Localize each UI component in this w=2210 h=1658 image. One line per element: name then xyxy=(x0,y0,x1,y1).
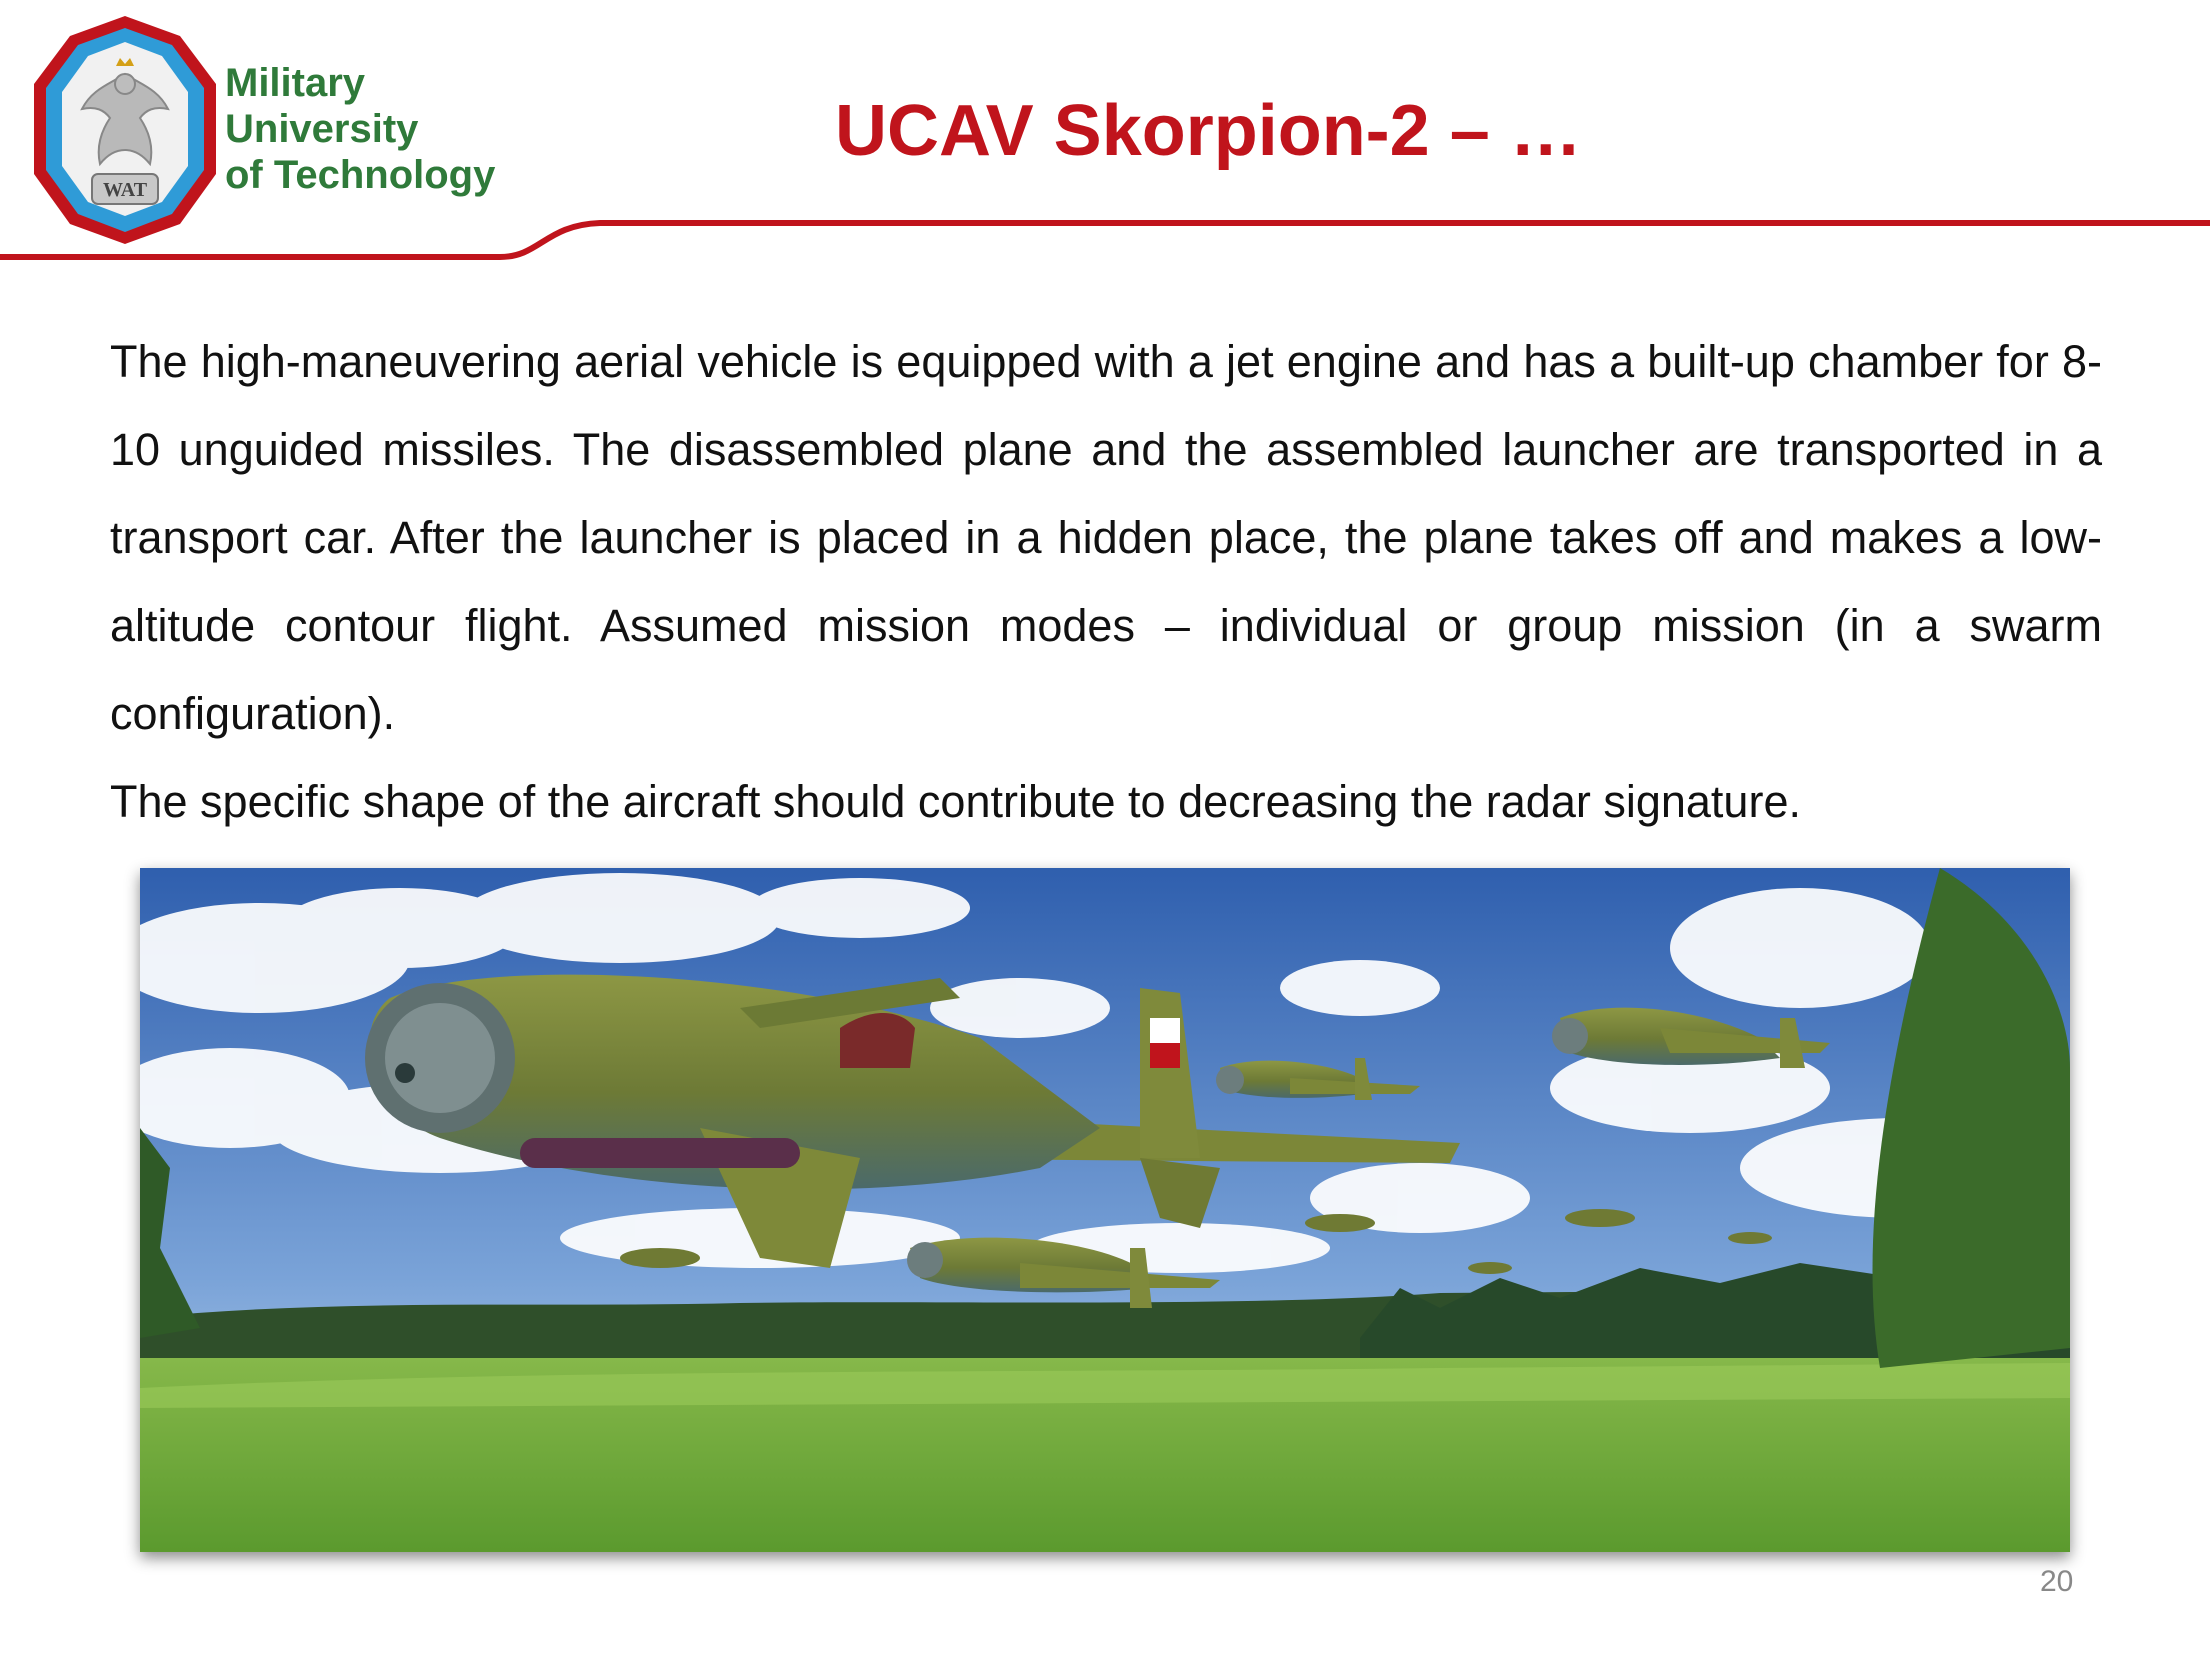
emblem-text: WAT xyxy=(102,179,148,201)
body-paragraph-2: The specific shape of the aircraft should contribute to decreasing the radar signature. xyxy=(110,776,1801,827)
wat-emblem-icon xyxy=(30,14,220,246)
body-paragraph-1: The high-maneuvering aerial vehicle is equipped with a jet engine and has a built-up chamber for 8-10 unguided missiles. The disassembled plane and the assembled launcher are transported in a transport car. After the launcher is placed in a hidden place, the plane takes off and makes a low-altitude contour flight. Assumed mission modes – individual or group mission (in a swarm configuration). xyxy=(110,336,2102,739)
ucav-swarm-photo xyxy=(140,868,2070,1552)
university-name xyxy=(225,60,495,198)
university-name-line1: Military xyxy=(225,61,366,105)
slide-title: UCAV Skorpion-2 – … xyxy=(835,91,1582,171)
university-name-line2: University xyxy=(225,107,419,151)
header-divider xyxy=(0,215,2210,265)
page-number: 20 xyxy=(2040,1565,2074,1598)
slide-header xyxy=(0,0,2210,270)
university-name-line3: of Technology xyxy=(225,153,496,197)
ucav-illustration xyxy=(140,868,2070,1552)
slide-body xyxy=(110,318,2102,846)
